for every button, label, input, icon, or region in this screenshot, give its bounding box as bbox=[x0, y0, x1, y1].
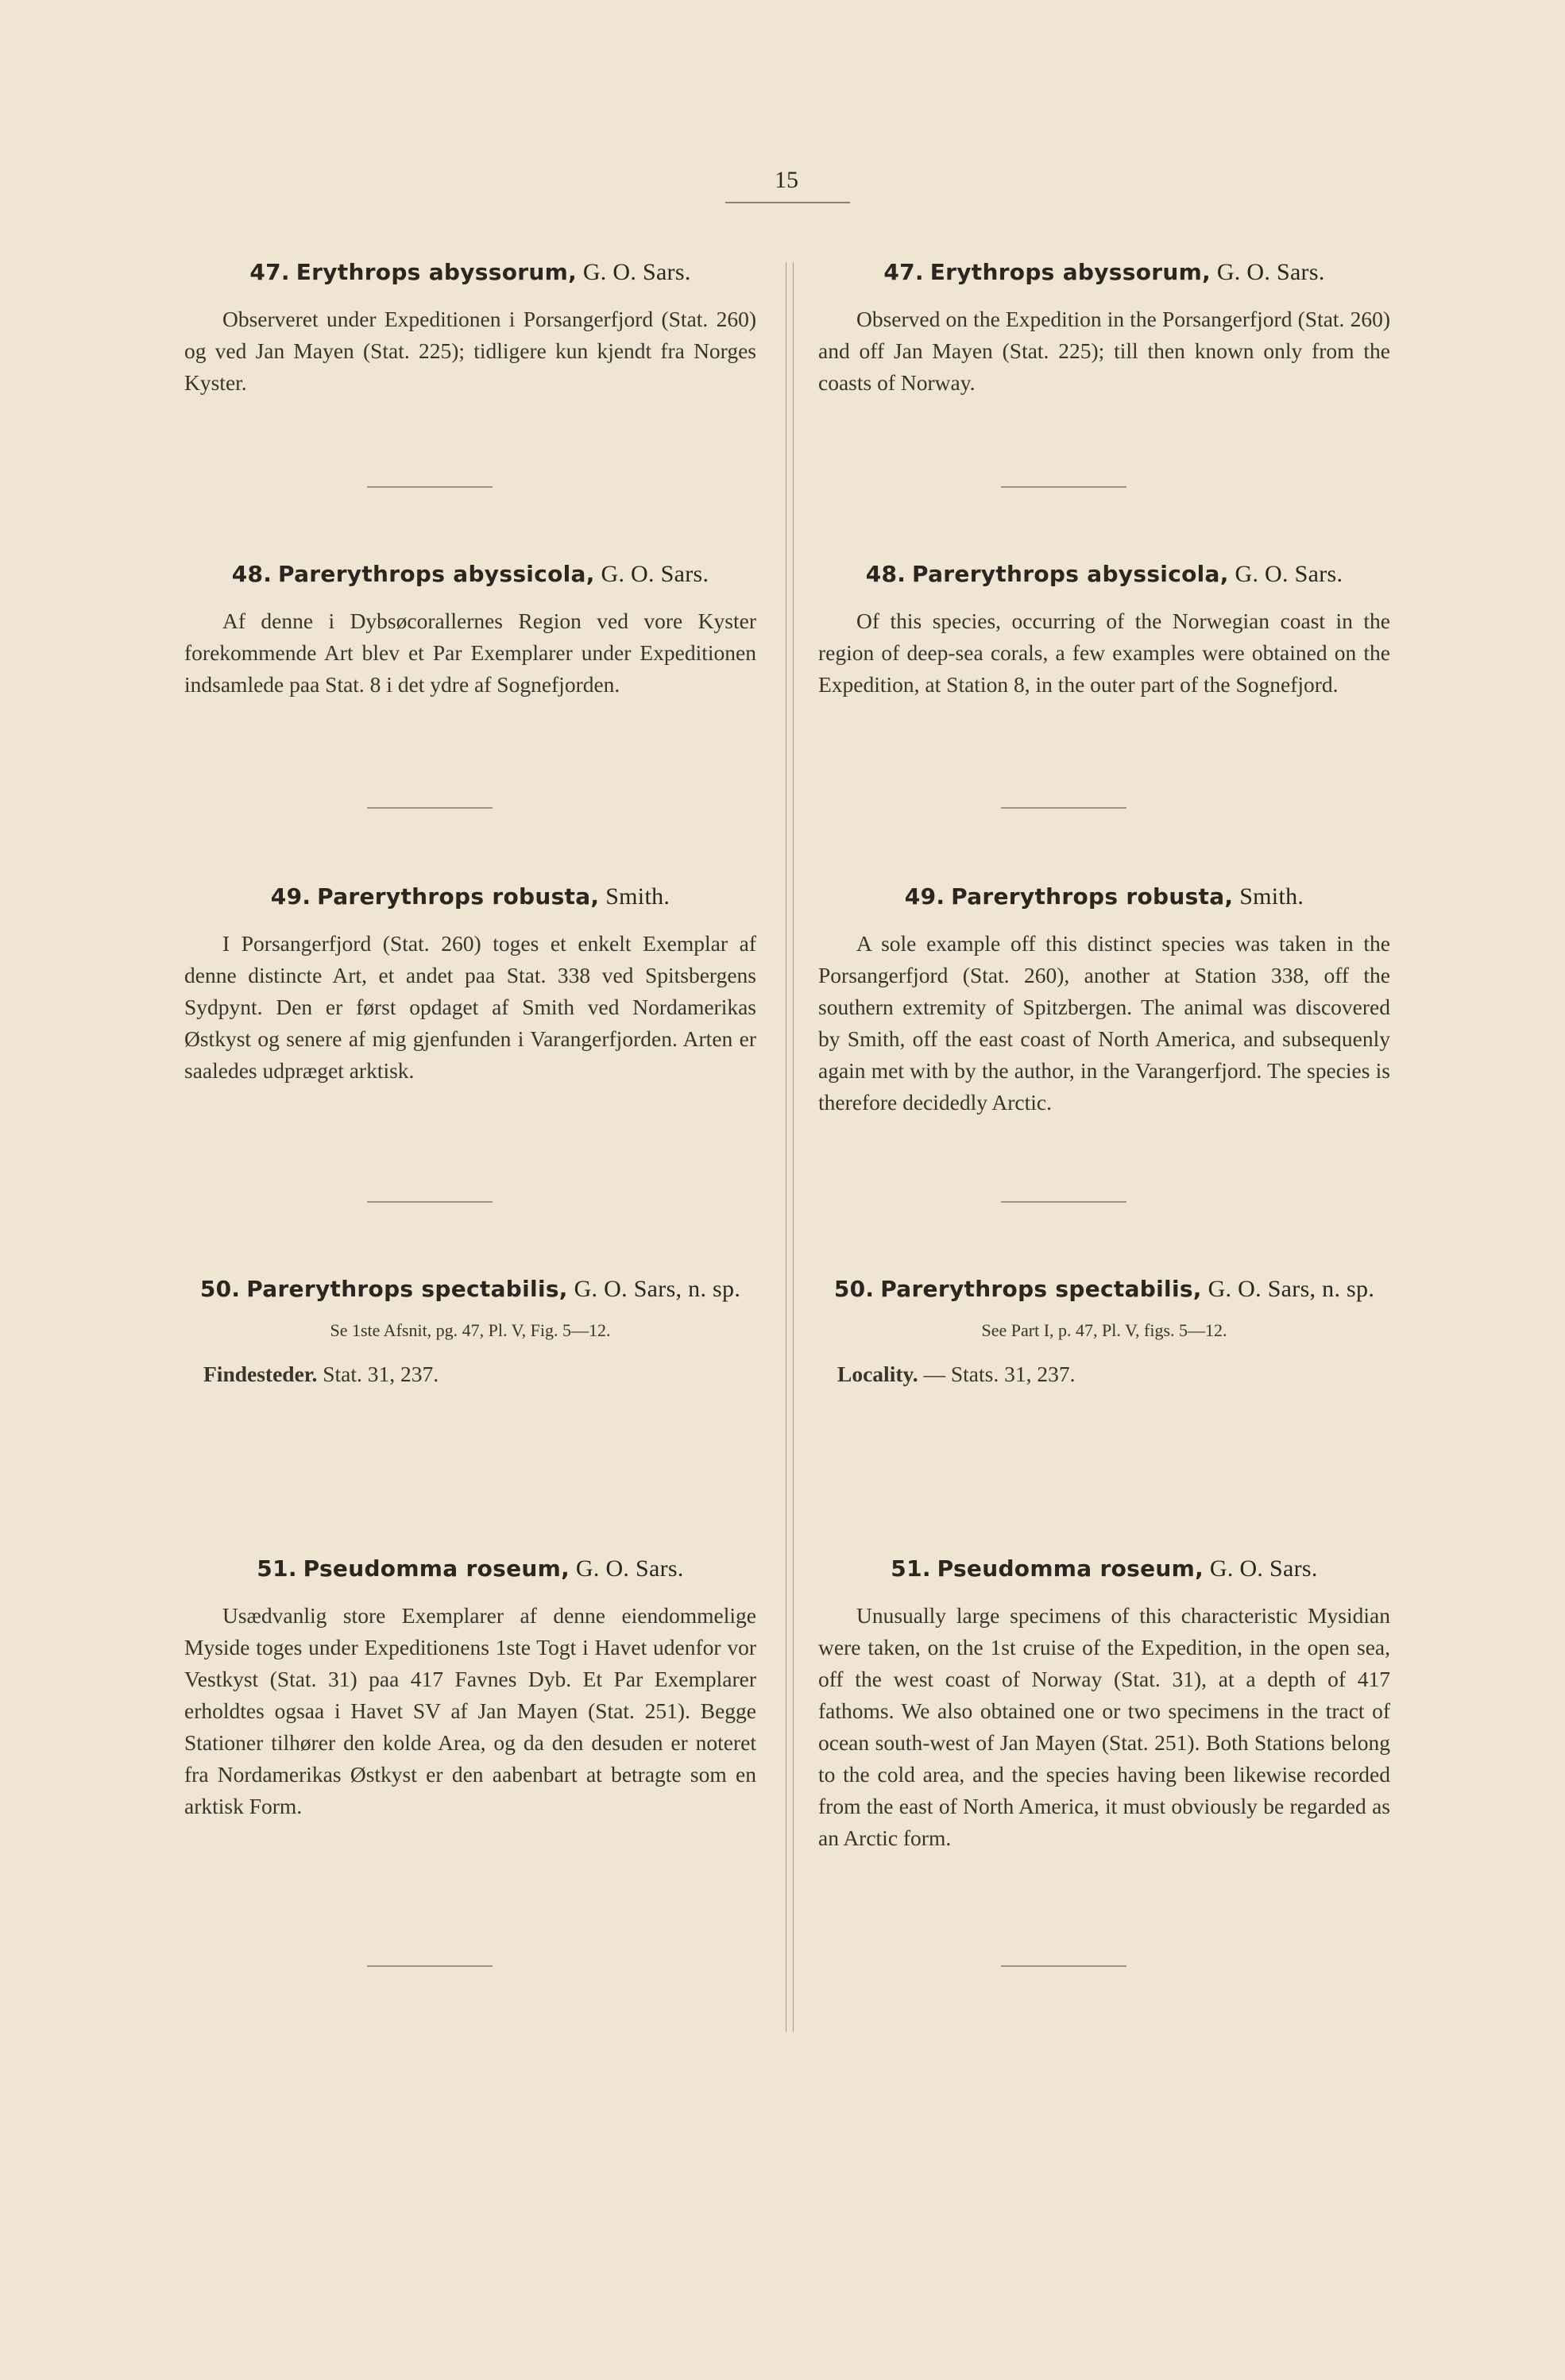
entry-48-left bbox=[184, 561, 756, 701]
entry-heading bbox=[184, 561, 756, 588]
entry-text: I Porsangerfjord (Stat. 260) toges et enkelt Exemplar af denne distincte Art, et andet paa Stat. 338 ved Spitsbergens Sydpynt. Den er først opdaget af Smith ved Nordamerikas Østkyst og senere af mig gjenfunden i Varangerfjorden. Arten er saaledes udpræget arktisk. bbox=[184, 931, 756, 1083]
entry-number: 48. bbox=[231, 561, 272, 587]
entry-51-right bbox=[818, 1555, 1390, 1854]
locality-line bbox=[203, 1362, 756, 1387]
separator-rule bbox=[1001, 1201, 1126, 1203]
entry-47-left bbox=[184, 259, 756, 399]
separator-rule bbox=[1001, 1965, 1126, 1967]
author-name: G. O. Sars, n. sp. bbox=[574, 1276, 741, 1302]
entry-number: 49. bbox=[270, 883, 311, 910]
separator-rule bbox=[367, 807, 493, 809]
entry-text: Observed on the Expedition in the Porsangerfjord (Stat. 260) and off Jan Mayen (Stat. 225); till then known only from the coasts of Norway. bbox=[818, 307, 1390, 395]
separator-rule bbox=[367, 486, 493, 488]
separator-rule bbox=[367, 1201, 493, 1203]
entry-heading bbox=[184, 883, 756, 910]
entry-text: Af denne i Dybsøcorallernes Region ved vore Kyster forekommende Art blev et Par Exemplarer under Expeditionen indsamlede paa Stat. 8 i det ydre af Sognefjorden. bbox=[184, 609, 756, 697]
taxon-name: Parerythrops abyssicola, bbox=[278, 561, 595, 587]
entry-text: Unusually large specimens of this characteristic Mysidian were taken, on the 1st cruise of the Expedition, in the open sea, off the west coast of Norway (Stat. 31), at a depth of 417 fathoms. We also obtained one or two specimens in the tract of ocean south-west of Jan Mayen (Stat. 251). Both Stations belong to the cold area, and the species having been likewise recorded from the east of North America, it must obviously be regarded as an Arctic form. bbox=[818, 1603, 1390, 1850]
taxon-name: Pseudomma roseum, bbox=[937, 1555, 1204, 1582]
page-number: 15 bbox=[775, 167, 798, 193]
entry-heading bbox=[818, 259, 1390, 286]
entry-number: 50. bbox=[199, 1276, 241, 1302]
author-name: Smith. bbox=[605, 883, 670, 910]
plate-reference: See Part I, p. 47, Pl. V, figs. 5—12. bbox=[981, 1320, 1227, 1340]
taxon-name: Parerythrops spectabilis, bbox=[246, 1276, 568, 1302]
locality-value: — Stats. 31, 237. bbox=[923, 1362, 1076, 1386]
locality-line bbox=[837, 1362, 1390, 1387]
taxon-name: Parerythrops abyssicola, bbox=[912, 561, 1229, 587]
entry-number: 51. bbox=[891, 1555, 931, 1582]
entry-heading bbox=[184, 259, 756, 286]
entry-heading bbox=[818, 883, 1390, 910]
plate-reference: Se 1ste Afsnit, pg. 47, Pl. V, Fig. 5—12. bbox=[330, 1320, 611, 1340]
entry-text: A sole example off this distinct species was taken in the Porsangerfjord (Stat. 260), another at Station 338, off the southern extremity of Spitzbergen. The animal was discovered by Smith, off the east coast of North America, and subsequenly again met with by the author, in the Varangerfjord. The species is therefore decidedly Arctic. bbox=[818, 931, 1390, 1115]
author-name: G. O. Sars. bbox=[575, 1555, 684, 1582]
entry-49-right bbox=[818, 883, 1390, 1119]
separator-rule bbox=[1001, 807, 1126, 809]
entry-heading bbox=[818, 1276, 1390, 1303]
entry-number: 48. bbox=[865, 561, 906, 587]
entry-50-right bbox=[818, 1276, 1390, 1387]
locality-label: Locality. bbox=[837, 1362, 918, 1386]
entry-50-left bbox=[184, 1276, 756, 1387]
entry-heading bbox=[184, 1276, 756, 1303]
taxon-name: Parerythrops robusta, bbox=[951, 883, 1234, 910]
entry-text: Usædvanlig store Exemplarer af denne eiendommelige Myside toges under Expeditionens 1ste Togt i Havet udenfor vor Vestkyst (Stat. 31) paa 417 Favnes Dyb. Et Par Exemplarer erholdtes ogsaa i Havet SV af Jan Mayen (Stat. 251). Begge Stationer tilhører den kolde Area, og da den desuden er noteret fra Nordamerikas Østkyst er den aabenbart at betragte som en arktisk Form. bbox=[184, 1603, 756, 1818]
entry-heading bbox=[184, 1555, 756, 1582]
author-name: G. O. Sars, n. sp. bbox=[1208, 1276, 1375, 1302]
entry-text: Observeret under Expeditionen i Porsangerfjord (Stat. 260) og ved Jan Mayen (Stat. 225); tidligere kun kjendt fra Norges Kyster. bbox=[184, 307, 756, 395]
entry-heading bbox=[818, 561, 1390, 588]
entry-number: 50. bbox=[833, 1276, 875, 1302]
locality-value: Stat. 31, 237. bbox=[323, 1362, 439, 1386]
page-number-rule bbox=[725, 202, 850, 203]
locality-label: Findesteder. bbox=[203, 1362, 318, 1386]
entry-47-right bbox=[818, 259, 1390, 399]
entry-48-right bbox=[818, 561, 1390, 701]
column-divider bbox=[786, 262, 794, 2032]
taxon-name: Pseudomma roseum, bbox=[303, 1555, 570, 1582]
author-name: G. O. Sars. bbox=[1216, 259, 1325, 285]
entry-number: 47. bbox=[249, 259, 290, 285]
entry-number: 47. bbox=[883, 259, 924, 285]
taxon-name: Parerythrops spectabilis, bbox=[880, 1276, 1202, 1302]
entry-text: Of this species, occurring of the Norwegian coast in the region of deep-sea corals, a few examples were obtained on the Expedition, at Station 8, in the outer part of the Sognefjord. bbox=[818, 609, 1390, 697]
separator-rule bbox=[367, 1965, 493, 1967]
entry-heading bbox=[818, 1555, 1390, 1582]
entry-49-left bbox=[184, 883, 756, 1087]
author-name: G. O. Sars. bbox=[582, 259, 691, 285]
separator-rule bbox=[1001, 486, 1126, 488]
entry-number: 51. bbox=[257, 1555, 297, 1582]
author-name: G. O. Sars. bbox=[1209, 1555, 1318, 1582]
author-name: G. O. Sars. bbox=[601, 561, 709, 587]
taxon-name: Parerythrops robusta, bbox=[317, 883, 600, 910]
taxon-name: Erythrops abyssorum, bbox=[296, 259, 578, 285]
author-name: Smith. bbox=[1239, 883, 1304, 910]
author-name: G. O. Sars. bbox=[1235, 561, 1343, 587]
entry-number: 49. bbox=[904, 883, 945, 910]
taxon-name: Erythrops abyssorum, bbox=[929, 259, 1211, 285]
entry-51-left bbox=[184, 1555, 756, 1822]
